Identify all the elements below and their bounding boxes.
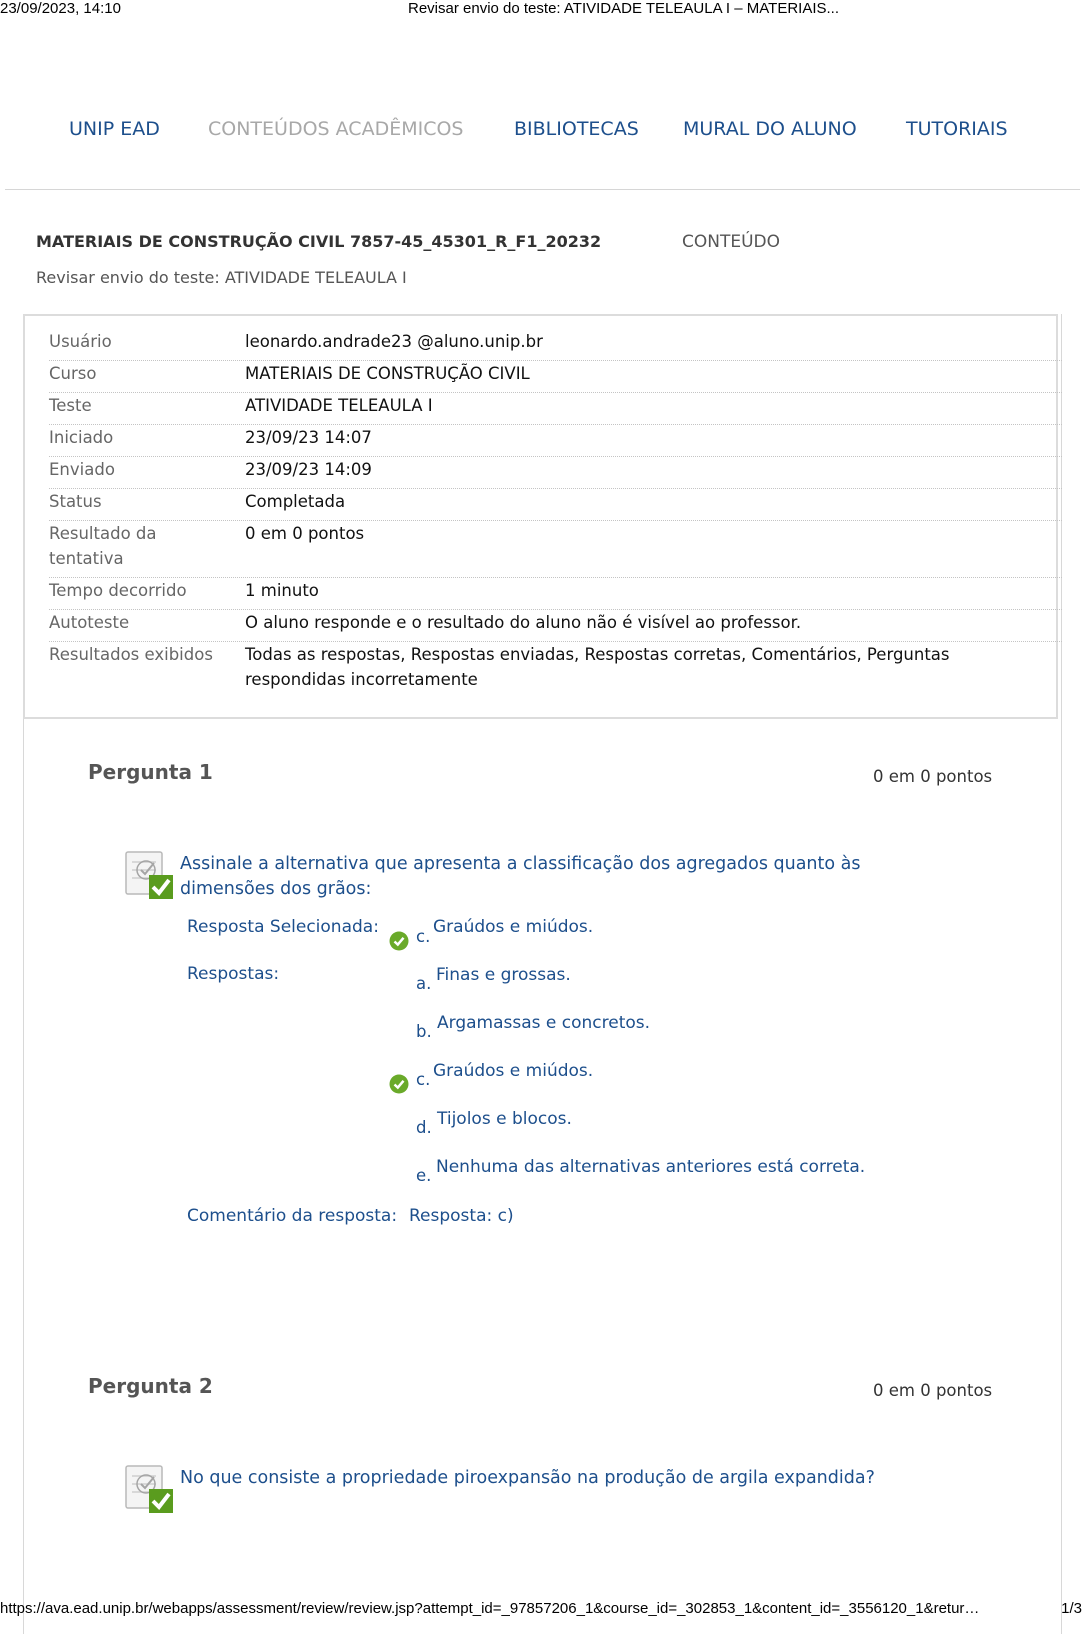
- nav-mural-do-aluno[interactable]: MURAL DO ALUNO: [683, 118, 857, 140]
- check-circle-icon: [389, 931, 409, 951]
- selected-answer-label: Resposta Selecionada:: [187, 917, 379, 937]
- nav-tutoriais[interactable]: TUTORIAIS: [906, 118, 1008, 140]
- print-page-number: 1/3: [1061, 1600, 1082, 1617]
- answer-letter-c: c.: [416, 1070, 431, 1089]
- course-title[interactable]: MATERIAIS DE CONSTRUÇÃO CIVIL 7857-45_45301_R_F1_20232: [36, 232, 602, 251]
- info-label: Enviado: [49, 460, 115, 479]
- info-row-usuario: [49, 329, 1062, 361]
- info-row-iniciado: [49, 425, 1062, 457]
- info-value: Todas as respostas, Respostas enviadas, Respostas corretas, Comentários, Perguntas respondidas incorretamente: [245, 645, 950, 689]
- info-label: Teste: [49, 396, 92, 415]
- answer-text-a: Finas e grossas.: [436, 965, 571, 985]
- nav-unip-ead[interactable]: UNIP EAD: [69, 118, 160, 140]
- info-row-resultados-exibidos: [49, 642, 1062, 698]
- info-row-curso: [49, 361, 1062, 393]
- info-value: 1 minuto: [245, 581, 319, 600]
- answer-letter-a: a.: [416, 974, 432, 993]
- info-row-autoteste: [49, 610, 1062, 642]
- answer-letter-d: d.: [416, 1118, 432, 1137]
- info-row-enviado: [49, 457, 1062, 489]
- answer-text-b: Argamassas e concretos.: [437, 1013, 651, 1033]
- info-value: O aluno responde e o resultado do aluno não é visível ao professor.: [245, 613, 802, 632]
- nav-conteudos-academicos[interactable]: CONTEÚDOS ACADÊMICOS: [208, 118, 464, 140]
- nav-divider: [5, 189, 1080, 190]
- nav-bibliotecas[interactable]: BIBLIOTECAS: [514, 118, 639, 140]
- answer-text-e: Nenhuma das alternativas anteriores está correta.: [436, 1157, 866, 1177]
- print-footer-url: https://ava.ead.unip.br/webapps/assessment/review/review.jsp?attempt_id=_97857206_1&course_id=_302853_1&content_id=_3556120_1&retur…: [0, 1600, 980, 1617]
- info-row-status: [49, 489, 1062, 521]
- question-2-score: 0 em 0 pontos: [873, 1381, 993, 1400]
- answers-label: Respostas:: [187, 964, 280, 984]
- print-page-title: Revisar envio do teste: ATIVIDADE TELEAULA I – MATERIAIS...: [408, 0, 840, 17]
- info-label: Autoteste: [49, 613, 130, 632]
- question-correct-icon: [124, 850, 174, 900]
- comment-label: Comentário da resposta:: [187, 1206, 398, 1226]
- info-value: leonardo.andrade23 @aluno.unip.br: [245, 332, 543, 351]
- info-label: Iniciado: [49, 428, 114, 447]
- info-label: Resultados exibidos: [49, 645, 213, 664]
- answer-text-d: Tijolos e blocos.: [437, 1109, 572, 1129]
- info-row-resultado: [49, 521, 1062, 578]
- info-value: 23/09/23 14:09: [245, 460, 372, 479]
- question-1-text: Assinale a alternativa que apresenta a classificação dos agregados quanto às dimensões dos grãos:: [180, 854, 861, 899]
- top-navigation: [0, 110, 1084, 154]
- selected-answer-letter: c.: [416, 927, 431, 946]
- info-value: MATERIAIS DE CONSTRUÇÃO CIVIL: [245, 364, 530, 383]
- info-label: Status: [49, 492, 102, 511]
- question-2-text: No que consiste a propriedade piroexpansão na produção de argila expandida?: [180, 1468, 875, 1488]
- info-value: 0 em 0 pontos: [245, 524, 365, 543]
- print-datetime: 23/09/2023, 14:10: [0, 0, 121, 17]
- course-content-link[interactable]: CONTEÚDO: [682, 232, 781, 252]
- info-row-tempo: [49, 578, 1062, 610]
- question-2-title: Pergunta 2: [88, 1374, 213, 1398]
- info-label: Resultado da tentativa: [49, 524, 157, 568]
- info-label: Tempo decorrido: [49, 581, 187, 600]
- check-circle-icon: [389, 1074, 409, 1094]
- info-value: Completada: [245, 492, 346, 511]
- info-value: ATIVIDADE TELEAULA I: [245, 396, 433, 415]
- answer-text-c: Graúdos e miúdos.: [433, 1061, 594, 1081]
- answer-letter-e: e.: [416, 1166, 432, 1185]
- selected-answer-text: Graúdos e miúdos.: [433, 917, 594, 937]
- info-label: Curso: [49, 364, 97, 383]
- info-row-teste: [49, 393, 1062, 425]
- comment-value: Resposta: c): [409, 1206, 514, 1226]
- info-value: 23/09/23 14:07: [245, 428, 372, 447]
- question-1-score: 0 em 0 pontos: [873, 767, 993, 786]
- question-correct-icon: [124, 1464, 174, 1514]
- question-1-title: Pergunta 1: [88, 760, 213, 784]
- attempt-info-box: [23, 314, 1058, 719]
- breadcrumb: Revisar envio do teste: ATIVIDADE TELEAULA I: [36, 268, 407, 287]
- info-label: Usuário: [49, 332, 112, 351]
- answer-letter-b: b.: [416, 1022, 432, 1041]
